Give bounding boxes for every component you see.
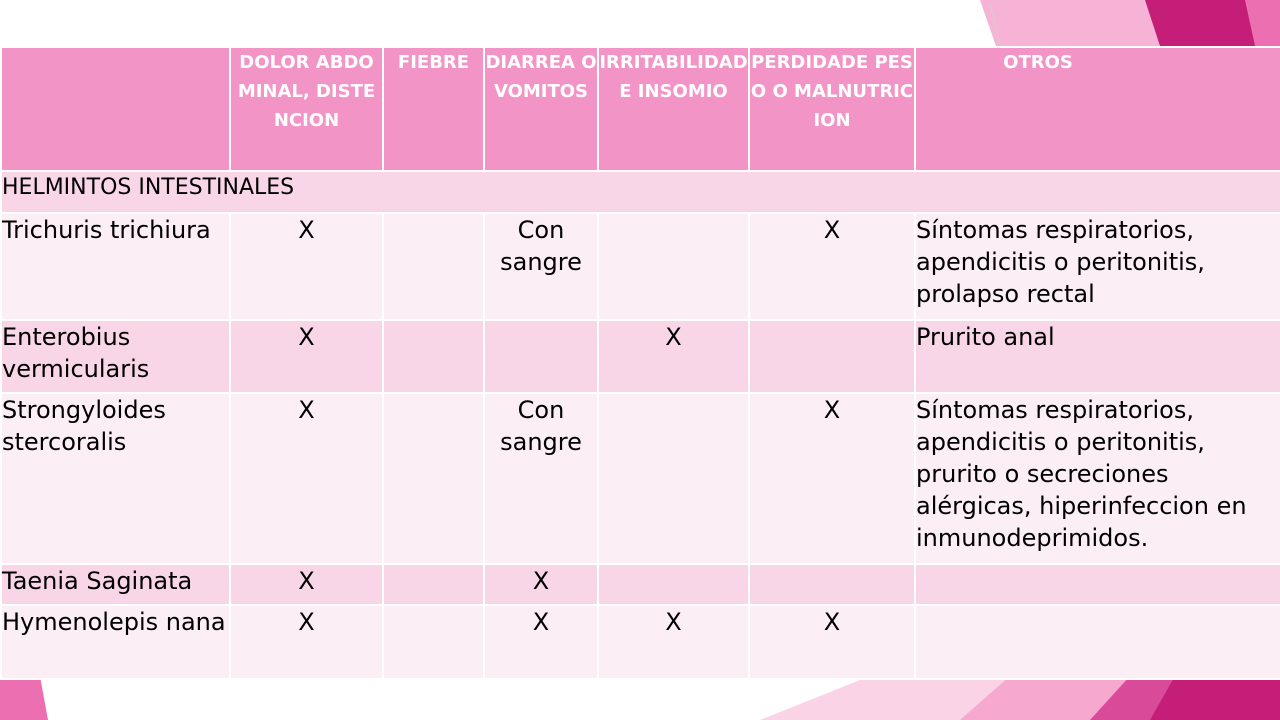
header-fiebre: FIEBRE [383, 47, 484, 171]
cell-perdida [749, 320, 915, 393]
cell-diarrea [484, 320, 598, 393]
cell-otros: Síntomas respiratorios, apendicitis o peritonitis, prurito o secreciones alérgicas, hiperinfeccion en inmunodeprimidos. [915, 393, 1280, 564]
header-otros: OTROS [915, 47, 1280, 171]
cell-diarrea: X [484, 605, 598, 679]
cell-otros [915, 564, 1280, 605]
header-row [1, 47, 1280, 171]
group-label: HELMINTOS INTESTINALES [1, 171, 1280, 213]
row-name: Enterobius vermicularis [1, 320, 230, 393]
cell-perdida: X [749, 213, 915, 320]
table-row [1, 320, 1280, 393]
row-name: Strongyloides stercoralis [1, 393, 230, 564]
symptoms-table [0, 46, 1280, 680]
cell-dolor: X [230, 320, 383, 393]
header-dolor-abdominal: DOLOR ABDOMINAL, DISTENCION [230, 47, 383, 171]
row-name: Hymenolepis nana [1, 605, 230, 679]
table-row [1, 564, 1280, 605]
table-row [1, 393, 1280, 564]
cell-dolor: X [230, 393, 383, 564]
cell-otros: Prurito anal [915, 320, 1280, 393]
group-row [1, 171, 1280, 213]
header-irritabilidad: IRRITABILIDAD E INSOMIO [598, 47, 749, 171]
cell-irritabilidad [598, 213, 749, 320]
cell-perdida [749, 564, 915, 605]
row-name: Trichuris trichiura [1, 213, 230, 320]
cell-perdida: X [749, 605, 915, 679]
cell-fiebre [383, 393, 484, 564]
cell-otros: Síntomas respiratorios, apendicitis o peritonitis, prolapso rectal [915, 213, 1280, 320]
header-empty [1, 47, 230, 171]
cell-irritabilidad: X [598, 320, 749, 393]
cell-irritabilidad: X [598, 605, 749, 679]
cell-irritabilidad [598, 564, 749, 605]
cell-dolor: X [230, 605, 383, 679]
cell-fiebre [383, 320, 484, 393]
cell-fiebre [383, 213, 484, 320]
cell-dolor: X [230, 213, 383, 320]
cell-irritabilidad [598, 393, 749, 564]
cell-diarrea: Con sangre [484, 393, 598, 564]
cell-fiebre [383, 564, 484, 605]
cell-perdida: X [749, 393, 915, 564]
cell-diarrea: X [484, 564, 598, 605]
cell-otros [915, 605, 1280, 679]
cell-dolor: X [230, 564, 383, 605]
cell-diarrea: Con sangre [484, 213, 598, 320]
table-row [1, 213, 1280, 320]
row-name: Taenia Saginata [1, 564, 230, 605]
header-perdida-peso: PERDIDADE PESO O MALNUTRICION [749, 47, 915, 171]
header-diarrea: DIARREA O VOMITOS [484, 47, 598, 171]
cell-fiebre [383, 605, 484, 679]
table-row [1, 605, 1280, 679]
